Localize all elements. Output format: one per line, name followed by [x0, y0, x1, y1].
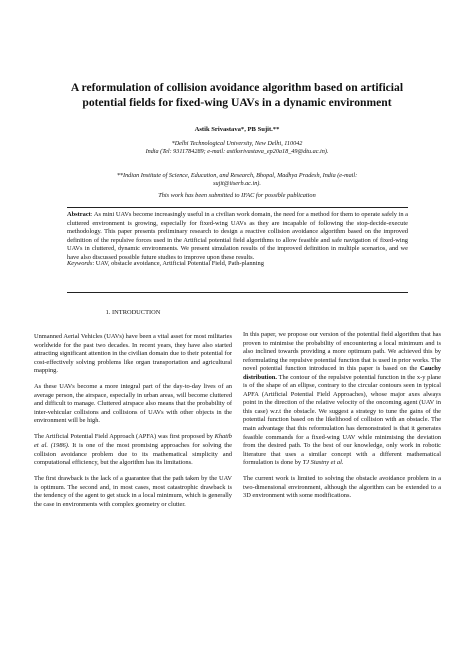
affiliation-1-line-2: India (Tel: 9311784289; e-mail: astiksrivastava_ep20a18_49@dtu.ac.in).	[145, 148, 329, 156]
keywords	[67, 260, 408, 267]
title-line-2: potential fields for fixed-wing UAVs in a dynamic environment	[82, 96, 392, 109]
keywords-label: Keywords	[67, 260, 93, 267]
abstract-top-rule	[67, 207, 408, 208]
title-line-1: A reformulation of collision avoidance algorithm based on artificial	[70, 81, 404, 94]
submission-note: This work has been submitted to IFAC for possible publication	[158, 192, 316, 199]
paper-title	[40, 80, 434, 110]
author-list: Astik Srivastava*, PB Sujit.**	[194, 126, 280, 133]
abstract	[67, 211, 408, 263]
keywords-text: : UAV, obstacle avoidance, Artificial Potential Field, Path-planning	[92, 260, 264, 267]
citation-khatib: Khatib et al. (1986).	[34, 433, 232, 450]
intro-paragraph-3	[34, 433, 232, 467]
intro-p5-text-a: In this paper, we propose our version of the potential field algorithm that has proven to minimise the probability of encountering a local minimum and is also inclined towards providing a more optimum path. We achieved this by reformulating the repulsive potential function that is used in prior works. The novel potential function introduced in this paper is based on the	[243, 331, 441, 373]
affiliation-1	[60, 140, 414, 156]
affiliation-2-line-1: **Indian Institute of Science, Education, and Research, Bhopal, Madhya Pradesh, India (e-mail:	[116, 172, 358, 179]
intro-paragraph-4: The first drawback is the lack of a guarantee that the path taken by the UAV is optimum. The second and, in most cases, most catastrophic drawback is the tendency of the agent to get stuck in a local minimum, which is generally the case in environments with complex geometry or clutter.	[34, 475, 232, 508]
intro-paragraph-5	[243, 331, 441, 468]
abstract-label: Abstract	[67, 211, 91, 218]
section-heading-introduction: 1. INTRODUCTION	[105, 309, 161, 316]
cauchy-distribution-term: Cauchy distribution.	[243, 365, 441, 381]
abstract-bottom-rule	[67, 292, 408, 293]
affiliation-2	[60, 172, 414, 188]
intro-paragraph-6: The current work is limited to solving the obstacle avoidance problem in a two-dimensional environment, although the algorithm can be extended to a 3D environment with some modifications.	[243, 475, 441, 500]
intro-p5-text-b: The contour of the repulsive potential function in the x-y plane is of the shape of an ellipse, contrary to the circular contours seen in typical APFA (Artificial Potential Field Approaches), whose major axes always point in the direction of the relative velocity of the oncoming agent (UAV in this case) w.r.t the obstacle. We suggest a strategy to tune the gains of the potential function based on the likelihood of collision with an obstacle. The main advantage that this reformulation has demonstrated is that it generates feasible commands for a fixed-wing UAV while minimising the deviation from the desired path. To the best of our knowledge, only work in robotic literature that uses a similar concept with a different mathematical formulation is done by	[243, 373, 441, 467]
intro-paragraph-1: Unmanned Aerial Vehicles (UAVs) have been a vital asset for most militaries worldwide for the past two decades. In recent years, they have also started attracting significant attention in the civilian domain due to their potential for cost-effectively solving problems like organ transportation and agricultural mapping.	[34, 333, 232, 375]
intro-p3-text-a: The Artificial Potential Field Approach (APFA) was first proposed by	[34, 433, 215, 441]
citation-stastny: TJ Stastny et al.	[302, 459, 344, 467]
right-column	[243, 331, 441, 508]
intro-p3-text-b: It is one of the most promising approaches for solving the collision avoidance problem due to its mathematical simplicity and computational efficiency, but the algorithm has its limitations.	[34, 442, 233, 467]
affiliation-2-line-2: sujit@iiserb.ac.in).	[213, 180, 261, 188]
abstract-text: : As mini UAVs become increasingly useful in a civilian work domain, the need for a method for them to operate safely in a cluttered environment is growing, especially for fixed-wing UAVs as they are incapable of following the stop-decide-execute methodology. This paper presents preliminary research to design a reactive collision avoidance algorithm based on the improved definition of the repulsive forces used in the Artificial potential field algorithms to allow feasible and safe navigation of fixed-wing UAVs in cluttered, dynamic environments. We present simulation results of the improved definition in multiple scenarios, and we have also discussed possible future studies to improve upon these results.	[67, 211, 408, 261]
affiliation-1-line-1: *Delhi Technological University, New Delhi, 110042	[171, 140, 303, 147]
intro-paragraph-2: As these UAVs become a more integral part of the day-to-day lives of an average person, the airspace, especially in urban areas, will become cluttered and difficult to manage. Cluttered airspace also means that the probability of inter-vehicular collisions and collisions of UAVs with other objects in the environment will be high.	[34, 383, 232, 425]
left-column	[34, 333, 232, 517]
